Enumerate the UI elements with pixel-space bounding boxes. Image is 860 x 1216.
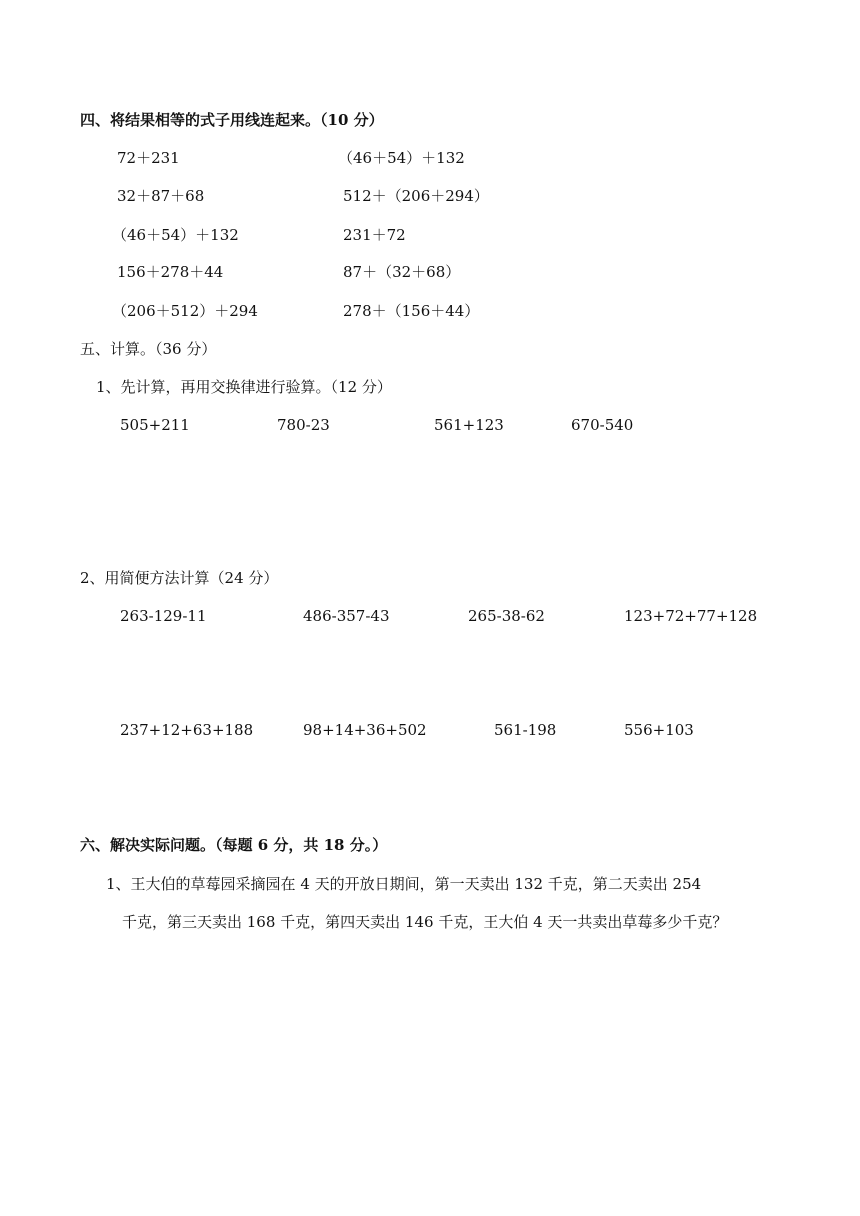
q2-row1-item-1: 263-129-11 <box>120 607 207 625</box>
section6-title: 六、解决实际问题。（每题 6 分，共 18 分。） <box>80 836 388 854</box>
q2-row1-item-3: 265-38-62 <box>468 607 545 625</box>
section6-q1-line1: 1、王大伯的草莓园采摘园在 4 天的开放日期间，第一天卖出 132 千克，第二天卖出 254 <box>106 875 702 893</box>
section5-q2-title: 2、用简便方法计算（24 分） <box>80 569 279 587</box>
q1-item-4: 670-540 <box>571 416 634 434</box>
section5-title: 五、计算。（36 分） <box>80 340 217 358</box>
match-left-1: 72＋231 <box>117 149 180 167</box>
section5-q1-title: 1、先计算，再用交换律进行验算。（12 分） <box>96 378 392 396</box>
q2-row1-item-4: 123+72+77+128 <box>624 607 758 625</box>
q2-row2-item-2: 98+14+36+502 <box>303 721 427 739</box>
match-left-4: 156＋278＋44 <box>117 263 224 281</box>
q2-row2-item-4: 556+103 <box>624 721 694 739</box>
match-right-3: 231＋72 <box>343 226 406 244</box>
q2-row2-item-1: 237+12+63+188 <box>120 721 254 739</box>
match-right-1: （46＋54）＋132 <box>338 149 465 167</box>
q1-item-3: 561+123 <box>434 416 504 434</box>
match-left-3: （46＋54）＋132 <box>112 226 239 244</box>
q2-row1-item-2: 486-357-43 <box>303 607 390 625</box>
match-right-4: 87＋（32＋68） <box>343 263 461 281</box>
match-right-5: 278＋（156＋44） <box>343 302 480 320</box>
match-left-2: 32＋87＋68 <box>117 187 205 205</box>
section6-q1-line2: 千克，第三天卖出 168 千克，第四天卖出 146 千克，王大伯 4 天一共卖出草莓多少千克？ <box>122 913 728 931</box>
match-left-5: （206＋512）＋294 <box>112 302 258 320</box>
q1-item-2: 780-23 <box>277 416 330 434</box>
q2-row2-item-3: 561-198 <box>494 721 557 739</box>
section4-title: 四、将结果相等的式子用线连起来。（10 分） <box>80 111 384 129</box>
match-right-2: 512＋（206＋294） <box>343 187 489 205</box>
q1-item-1: 505+211 <box>120 416 190 434</box>
